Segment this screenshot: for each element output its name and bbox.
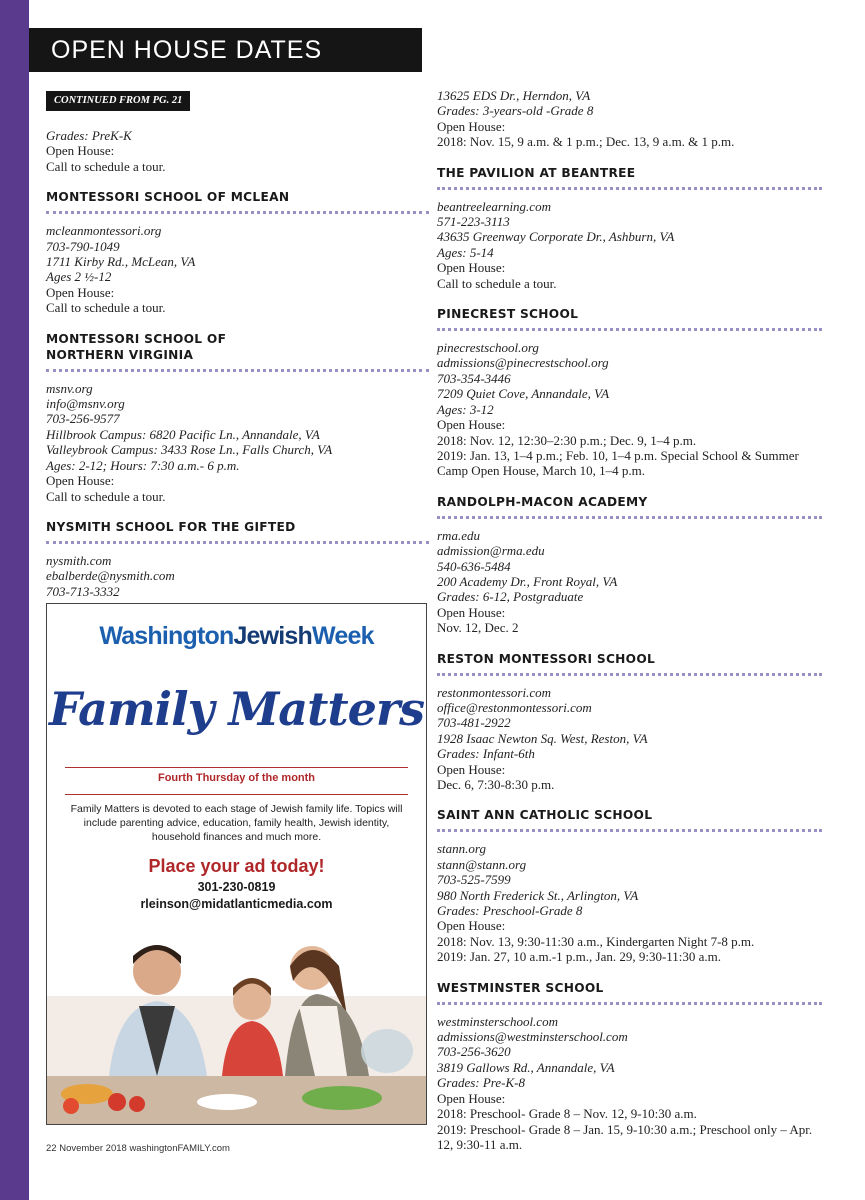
open-house-detail: Open House:: [437, 260, 506, 276]
open-house-detail: Open House:: [437, 918, 506, 934]
school-title: MONTESSORI SCHOOL OF MCLEAN: [46, 190, 290, 205]
open-house-detail: 2019: Preschool- Grade 8 – Jan. 15, 9-10:30 a.m.; Preschool only – Apr. 12, 9:30-11 a.m.: [437, 1121, 813, 1152]
school-listing: [437, 807, 822, 964]
dotted-divider: [437, 829, 822, 832]
school-detail: 703-354-3446: [437, 370, 511, 386]
school-detail: 540-636-5484: [437, 558, 511, 574]
school-detail: Ages: 3-12: [437, 401, 494, 417]
school-detail: Ages 2 ½-12: [46, 269, 112, 285]
page-footer: 22 November 2018 washingtonFAMILY.com: [46, 1143, 230, 1154]
school-website-link[interactable]: pinecrestschool.org: [437, 340, 539, 356]
page-title: OPEN HOUSE DATES: [29, 28, 422, 72]
school-detail: Valleybrook Campus: 3433 Rose Ln., Falls Church, VA: [46, 442, 333, 458]
open-house-detail: 2018: Nov. 13, 9:30-11:30 a.m., Kindergarten Night 7-8 p.m.: [437, 933, 755, 949]
left-accent-bar: [0, 0, 29, 1200]
school-detail: admission@rma.edu: [437, 543, 545, 559]
school-detail: ebalberde@nysmith.com: [46, 568, 175, 584]
open-house-detail: Call to schedule a tour.: [46, 488, 166, 504]
open-house-detail: Open House:: [46, 473, 115, 489]
open-house-detail: Call to schedule a tour.: [437, 275, 557, 291]
school-detail: 703-256-3620: [437, 1044, 511, 1060]
masthead-part: Washington: [99, 622, 234, 650]
open-house-detail: 2019: Jan. 13, 1–4 p.m.; Feb. 10, 1–4 p.m. Special School & Summer Camp Open House, March 10, 1–4 p.m.: [437, 447, 799, 479]
masthead-part: Jewish: [233, 622, 313, 650]
continued-label: CONTINUED FROM PG. 21: [46, 91, 190, 111]
intro-line: Open House:: [46, 143, 115, 159]
school-title: THE PAVILION AT BEANTREE: [437, 165, 636, 180]
left-column: [46, 128, 429, 614]
ad-masthead: [47, 622, 426, 651]
dotted-divider: [437, 1002, 822, 1005]
right-intro: [437, 88, 822, 150]
dotted-divider: [437, 516, 822, 519]
intro-line: Grades: PreK-K: [46, 128, 132, 143]
school-website-link[interactable]: msnv.org: [46, 380, 93, 396]
school-detail: Ages: 2-12; Hours: 7:30 a.m.- 6 p.m.: [46, 457, 240, 473]
school-website-link[interactable]: mcleanmontessori.org: [46, 223, 162, 239]
school-title: NYSMITH SCHOOL FOR THE GIFTED: [46, 519, 296, 534]
advertisement: [46, 603, 427, 1125]
intro-line: Open House:: [437, 118, 506, 134]
school-detail: 571-223-3113: [437, 214, 510, 230]
school-detail: 7209 Quiet Cove, Annandale, VA: [437, 386, 610, 402]
dotted-divider: [46, 369, 429, 372]
ad-script-title: Family Matters: [49, 682, 424, 736]
intro-line: 13625 EDS Dr., Herndon, VA: [437, 88, 591, 103]
open-house-detail: Open House:: [46, 284, 115, 300]
school-website-link[interactable]: restonmontessori.com: [437, 684, 551, 700]
school-detail: 703-256-9577: [46, 411, 120, 427]
school-title: MONTESSORI SCHOOL OF NORTHERN VIRGINIA: [46, 331, 227, 362]
school-detail: Hillbrook Campus: 6820 Pacific Ln., Annandale, VA: [46, 426, 320, 442]
intro-line: 2018: Nov. 15, 9 a.m. & 1 p.m.; Dec. 13, 9 a.m. & 1 p.m.: [437, 134, 735, 150]
school-website-link[interactable]: rma.edu: [437, 527, 480, 543]
school-detail: Grades: Pre-K-8: [437, 1075, 525, 1091]
school-title: RESTON MONTESSORI SCHOOL: [437, 651, 656, 666]
school-title: PINECREST SCHOOL: [437, 307, 579, 322]
ad-body-text: Family Matters is devoted to each stage of Jewish family life. Topics will include parenting advice, education, family health, Jewish identity, household finances and much more.: [70, 803, 403, 843]
intro-line: Grades: 3-years-old -Grade 8: [437, 103, 594, 119]
school-title: RANDOLPH-MACON ACADEMY: [437, 494, 648, 509]
school-detail: 1928 Isaac Newton Sq. West, Reston, VA: [437, 730, 648, 746]
school-detail: 200 Academy Dr., Front Royal, VA: [437, 573, 618, 589]
school-detail: Grades: Infant-6th: [437, 746, 535, 762]
school-detail: admissions@westminsterschool.com: [437, 1029, 628, 1045]
left-intro: [46, 128, 429, 174]
family-cooking-photo-icon: [47, 926, 426, 1124]
school-listing: [46, 331, 429, 504]
school-detail: 1711 Kirby Rd., McLean, VA: [46, 254, 196, 270]
school-detail: 703-525-7599: [437, 872, 511, 888]
school-listing: [437, 494, 822, 636]
open-house-detail: 2018: Preschool- Grade 8 – Nov. 12, 9-10:30 a.m.: [437, 1106, 697, 1122]
open-house-detail: Open House:: [437, 417, 506, 433]
school-detail: 3819 Gallows Rd., Annandale, VA: [437, 1059, 615, 1075]
dotted-divider: [46, 211, 429, 214]
school-detail: Grades: 6-12, Postgraduate: [437, 589, 584, 605]
school-website-link[interactable]: beantreelearning.com: [437, 198, 551, 214]
open-house-detail: Open House:: [437, 604, 506, 620]
school-website-link[interactable]: westminsterschool.com: [437, 1013, 558, 1029]
ad-divider: [65, 767, 408, 768]
school-detail: 703-790-1049: [46, 238, 120, 254]
right-column: [437, 88, 822, 1167]
school-detail: 980 North Frederick St., Arlington, VA: [437, 887, 639, 903]
school-website-link[interactable]: stann.org: [437, 841, 486, 857]
school-detail: Grades: Preschool-Grade 8: [437, 903, 583, 919]
open-house-detail: Dec. 6, 7:30-8:30 p.m.: [437, 777, 555, 792]
school-detail: office@restonmontessori.com: [437, 699, 592, 715]
open-house-detail: Call to schedule a tour.: [46, 300, 166, 316]
dotted-divider: [437, 328, 822, 331]
school-listing: [46, 189, 429, 315]
school-title: WESTMINSTER SCHOOL: [437, 980, 604, 995]
ad-subtitle: Fourth Thursday of the month: [157, 772, 316, 784]
school-detail: 43635 Greenway Corporate Dr., Ashburn, VA: [437, 229, 675, 245]
school-listing: [437, 165, 822, 291]
school-detail: admissions@pinecrestschool.org: [437, 355, 609, 371]
ad-call-to-action: Place your ad today!: [148, 856, 325, 876]
school-detail: 703-713-3332: [46, 583, 120, 599]
masthead-part: Week: [312, 622, 374, 650]
dotted-divider: [437, 187, 822, 190]
dotted-divider: [437, 673, 822, 676]
school-website-link[interactable]: nysmith.com: [46, 552, 112, 568]
school-listing: [46, 519, 429, 599]
ad-email[interactable]: rleinson@midatlanticmedia.com: [140, 897, 333, 911]
ad-contact: [47, 879, 426, 913]
open-house-detail: Open House:: [437, 761, 506, 777]
school-detail: info@msnv.org: [46, 396, 125, 412]
school-listing: [437, 980, 822, 1153]
open-house-detail: Nov. 12, Dec. 2: [437, 620, 519, 636]
school-detail: 703-481-2922: [437, 715, 511, 731]
dotted-divider: [46, 541, 429, 544]
school-detail: stann@stann.org: [437, 856, 527, 872]
school-detail: Ages: 5-14: [437, 244, 494, 260]
open-house-detail: 2018: Nov. 12, 12:30–2:30 p.m.; Dec. 9, 1–4 p.m.: [437, 432, 697, 448]
school-listing: [437, 306, 822, 479]
open-house-detail: 2019: Jan. 27, 10 a.m.-1 p.m., Jan. 29, 9:30-11:30 a.m.: [437, 949, 722, 965]
open-house-detail: Open House:: [437, 1090, 506, 1106]
ad-divider: [65, 794, 408, 795]
ad-phone: 301-230-0819: [197, 880, 276, 894]
intro-line: Call to schedule a tour.: [46, 158, 166, 174]
school-listing: [437, 651, 822, 793]
school-title: SAINT ANN CATHOLIC SCHOOL: [437, 808, 653, 823]
